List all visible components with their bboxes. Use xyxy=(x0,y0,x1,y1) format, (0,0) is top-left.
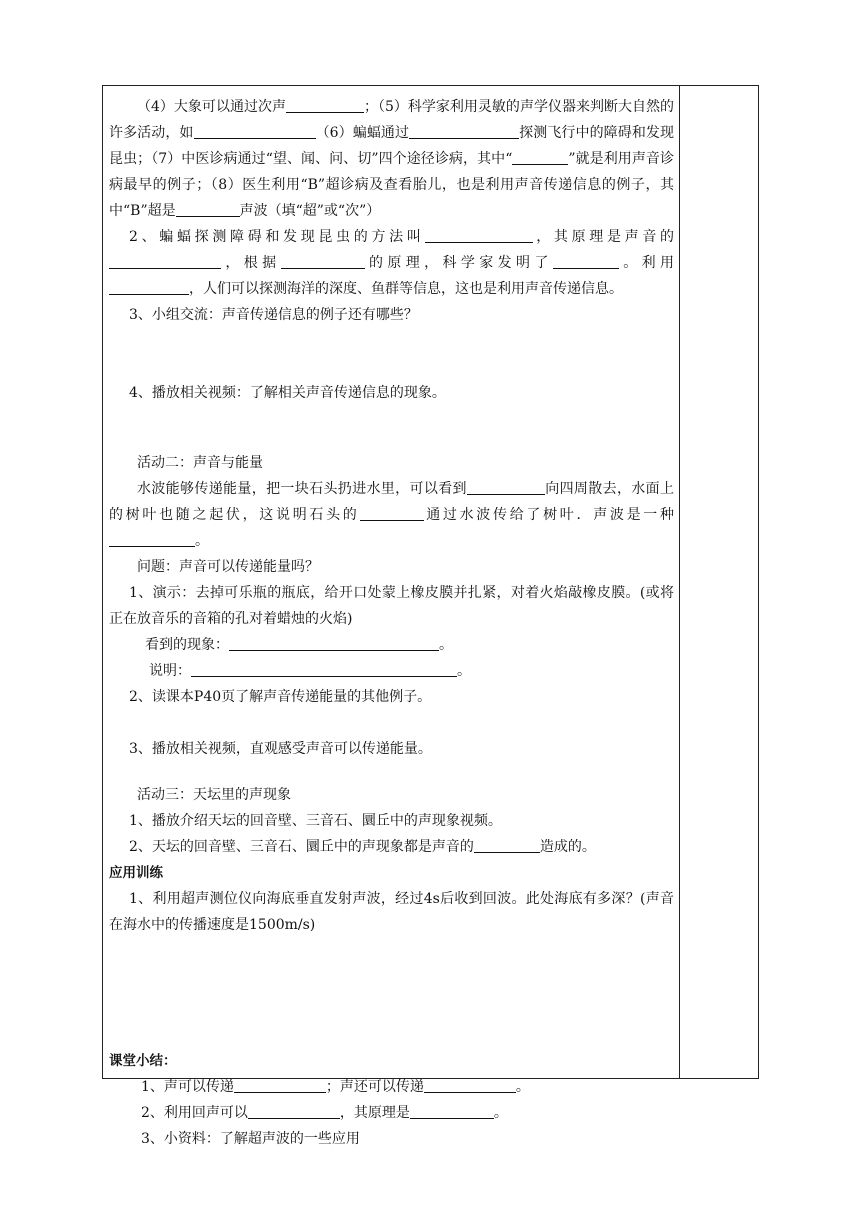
fill-blank[interactable] xyxy=(281,254,365,269)
activity-two-heading: 活动二：声音与能量 xyxy=(137,455,263,471)
text: ；声还可以传递 xyxy=(325,1079,424,1095)
text: 2、利用回声可以 xyxy=(141,1105,248,1121)
text: 造成的。 xyxy=(539,839,596,855)
fill-blank[interactable] xyxy=(553,254,619,269)
fill-blank[interactable] xyxy=(410,1104,494,1119)
text: 。 xyxy=(439,637,453,653)
text: 1、声可以传递 xyxy=(141,1079,234,1095)
text: 水波能够传递能量，把一块石头扔进水里，可以看到 xyxy=(137,481,467,497)
temple-video: 1、播放介绍天坛的回音壁、三音石、圜丘中的声现象视频。 xyxy=(129,813,502,829)
video-task: 3、播放相关视频，直观感受声音可以传递能量。 xyxy=(129,741,432,757)
fill-blank[interactable] xyxy=(229,636,439,651)
text: 看到的现象： xyxy=(145,637,229,653)
text: 说明： xyxy=(149,663,191,679)
fill-blank[interactable] xyxy=(360,506,424,521)
text: 2、天坛的回音壁、三音石、圜丘中的声现象都是声音的 xyxy=(129,839,474,855)
fill-blank[interactable] xyxy=(286,98,364,113)
text: ”就是利用声音诊病最早的例子；（8）医生利用“B”超诊病及查看胎儿，也是利用声音传递信息的例子，其中“B”超是 xyxy=(109,151,674,219)
temple-question xyxy=(109,834,674,860)
fill-blank[interactable] xyxy=(424,1078,516,1093)
text: ，人们可以探测海洋的深度、鱼群等信息，这也是利用声音传递信息。 xyxy=(189,281,623,297)
fill-blank[interactable] xyxy=(467,480,545,495)
text: 的原理，科学家发明了 xyxy=(364,255,553,271)
text: 。 xyxy=(195,533,209,549)
paragraph-info-examples xyxy=(109,94,674,224)
text: （4）大象可以通过次声 xyxy=(137,99,286,115)
paragraph-bat-echo xyxy=(109,224,674,302)
text: 向四周散去，水面上的树叶也随之起伏，这说明石头的 xyxy=(109,481,674,523)
summary-heading: 课堂小结： xyxy=(109,1053,177,1069)
text: ，根据 xyxy=(221,255,281,271)
text: 。 xyxy=(493,1105,508,1121)
text: ，其原理是 xyxy=(339,1105,410,1121)
reading-task: 2、读课本P40页了解声音传递能量的其他例子。 xyxy=(129,689,432,705)
text: 声波（填“超”或“次”） xyxy=(239,203,381,219)
summary-item-1 xyxy=(109,1074,674,1100)
fill-blank[interactable] xyxy=(109,532,195,547)
column-divider xyxy=(679,85,680,1079)
observation-line xyxy=(109,632,674,658)
text: ，其原理是声音的 xyxy=(532,229,675,245)
text: （6）蝙蝠通过 xyxy=(315,125,410,141)
question-energy: 问题：声音可以传递能量吗？ xyxy=(137,559,319,575)
text: 通过水波传给了树叶．声波是一种 xyxy=(423,507,674,523)
text: ；（5）科学家利用灵敏的声学仪器来判断大自然的许多活动，如 xyxy=(109,99,674,141)
question-discussion: 3、小组交流：声音传递信息的例子还有哪些？ xyxy=(129,307,418,323)
fill-blank[interactable] xyxy=(512,150,568,165)
fill-blank[interactable] xyxy=(109,254,221,269)
fill-blank[interactable] xyxy=(234,1078,326,1093)
application-heading: 应用训练 xyxy=(109,865,163,881)
text: 。 xyxy=(515,1079,530,1095)
fill-blank[interactable] xyxy=(194,124,316,139)
worksheet-content xyxy=(109,94,674,1152)
fill-blank[interactable] xyxy=(191,662,457,677)
summary-item-3: 3、小资料：了解超声波的一些应用 xyxy=(141,1131,360,1147)
explanation-line xyxy=(109,658,674,684)
application-exercise: 1、利用超声测位仪向海底垂直发射声波，经过4s后收到回波。此处海底有多深？(声音在海水中的传播速度是1500m/s) xyxy=(109,891,674,933)
text: 。 xyxy=(457,663,471,679)
fill-blank[interactable] xyxy=(409,124,519,139)
fill-blank[interactable] xyxy=(425,228,533,243)
activity-three-heading: 活动三：天坛里的声现象 xyxy=(137,787,291,803)
summary-item-2 xyxy=(109,1100,674,1126)
text: 。利用 xyxy=(618,255,675,271)
fill-blank[interactable] xyxy=(176,202,240,217)
video-note: 4、播放相关视频：了解相关声音传递信息的现象。 xyxy=(129,385,446,401)
demo-instruction: 1、演示：去掉可乐瓶的瓶底，给开口处蒙上橡皮膜并扎紧，对着火焰敲橡皮膜。(或将正在放音乐的音箱的孔对着蜡烛的火焰) xyxy=(109,585,674,627)
text: 探测飞行中的障碍和发现昆虫；（7）中医诊病通过“望、闻、问、切”四个途径诊病，其中“ xyxy=(109,125,674,167)
text: 2、蝙蝠探测障碍和发现昆虫的方法叫 xyxy=(129,229,425,245)
fill-blank[interactable] xyxy=(109,280,189,295)
paragraph-water-wave xyxy=(109,476,674,554)
fill-blank[interactable] xyxy=(474,838,540,853)
fill-blank[interactable] xyxy=(248,1104,340,1119)
